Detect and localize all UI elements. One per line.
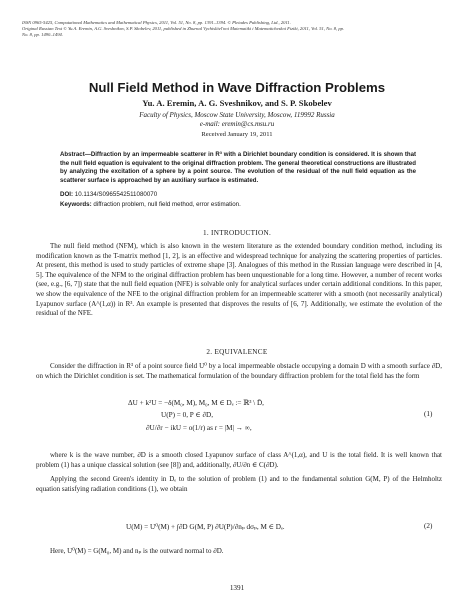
section-2-intro bbox=[36, 362, 442, 381]
doi-label: DOI: bbox=[60, 191, 74, 198]
keywords-label: Keywords: bbox=[60, 201, 92, 208]
section-2-body bbox=[36, 451, 442, 494]
paper-title: Null Field Method in Wave Diffraction Problems bbox=[88, 80, 386, 95]
equation-1-number: (1) bbox=[424, 410, 433, 418]
affiliation-block bbox=[0, 111, 474, 129]
abstract-label: Abstract bbox=[60, 151, 85, 158]
equation-2: U(M) = U⁰(M) + ∫∂D G(M, P) ∂U(P)/∂nₚ dσₚ, M ∈ Dₑ. bbox=[126, 523, 285, 531]
journal-header bbox=[22, 20, 462, 38]
equation-1-line-1: ΔU + k²U = −δ(M₀, M), M₀, M ∈ Dₑ := ℝ³ \ D̄, bbox=[128, 399, 264, 407]
abstract-text: —Diffraction by an impermeable scatterer in R³ with a Dirichlet boundary condition is considered. It is shown that the null field equation is equivalent to the original diffraction problem. The general theoretical constructions are illustrated by analyzing the excitation of a sphere by a point source. The evolution of the residual of the null field equation as the scatterer surface is approached by an auxiliary surface is estimated. bbox=[60, 151, 416, 184]
equivalence-paragraph-2: where k is the wave number, ∂D is a smooth closed Lyapunov surface of class A^(1,α), and U is the total field. It is well known that problem (1) has a unique classical solution (see [8]) and, additionally, ∂U/∂n ∈ C(∂D). bbox=[36, 451, 442, 469]
email: e-mail: eremin@cs.msu.ru bbox=[199, 120, 275, 128]
doi-value: 10.1134/S0965542511080070 bbox=[74, 191, 158, 198]
received-date: Received January 19, 2011 bbox=[201, 131, 273, 138]
page-number: 1391 bbox=[229, 584, 245, 592]
section-1-body bbox=[36, 242, 442, 319]
section-2-tail bbox=[36, 547, 442, 557]
header-line-2: Original Russian Text © Yu.A. Eremin, A.G. Sveshnikov, S.P. Skobelev, 2011, published in Zhurnal Vychislitel'noi Matematiki i Matematicheskoi Fiziki, 2011, Vol. 51, No. 8, pp. bbox=[22, 26, 345, 32]
keywords-line bbox=[60, 201, 420, 208]
abstract bbox=[60, 151, 416, 185]
header-line-1: ISSN 0965-5425, Computational Mathematics and Mathematical Physics, 2011, Vol. 51, No. 8, pp. 1391–1394. © Pleiades Publishing, Ltd., 2011. bbox=[22, 20, 291, 25]
affiliation: Faculty of Physics, Moscow State University, Moscow, 119992 Russia bbox=[139, 111, 335, 119]
keywords-value: diffraction problem, null field method, error estimation. bbox=[93, 201, 241, 208]
doi-line bbox=[60, 191, 157, 198]
equation-2-number: (2) bbox=[424, 522, 433, 530]
paper-authors: Yu. A. Eremin, A. G. Sveshnikov, and S. P. Skobelev bbox=[142, 98, 332, 108]
equation-1-line-3: ∂U/∂r − ikU = o(1/r) as r = |M| → ∞, bbox=[146, 424, 252, 432]
intro-paragraph: The null field method (NFM), which is also known in the western literature as the extended boundary condition method, including its modification known as the T-matrix method [1, 2], is an effective and widespread technique for analyzing the scattering properties of particles. At present, this method is used to study particles of extreme shape [3]. Analogues of this method in the Russian language were described in [4, 5]. The equivalence of the NFM to the original diffraction problem has been unquestionable for a long time. However, a number of recent works (see, e.g., [6, 7]) state that the null field equation (NFE) is solvable only for analytical surfaces under certain additional conditions. In this paper, we show the equivalence of the NFE to the original diffraction problem for an impermeable scatterer with a smooth (not necessarily analytical) Lyapunov surface (A^(1,α)) in R³. An example is presented that disproves the results of [6, 7]. Additionally, we estimate the evolution of the residual of the NFE. bbox=[36, 242, 442, 318]
section-1-heading: 1. INTRODUCTION. bbox=[202, 229, 272, 237]
equivalence-paragraph-4: Here, U⁰(M) = G(M₀, M) and nₚ is the outward normal to ∂D. bbox=[50, 547, 224, 555]
section-2-heading: 2. EQUIVALENCE bbox=[206, 348, 268, 356]
equivalence-paragraph-3: Applying the second Green's identity in Dₑ to the solution of problem (1) and to the fundamental solution G(M, P) of the Helmholtz equation satisfying radiation conditions (1), we obtain bbox=[36, 475, 442, 493]
equation-1-line-2: U(P) = 0, P ∈ ∂D, bbox=[161, 411, 213, 419]
header-line-3: No. 8, pp. 1490–1494. bbox=[22, 32, 63, 38]
equivalence-paragraph-1: Consider the diffraction in R³ of a point source field U⁰ by a local impermeable obstacle occupying a domain D with a smooth surface ∂D, on which the Dirichlet condition is set. The mathematical formulation of the boundary diffraction problem for the total field has the form bbox=[36, 362, 442, 380]
